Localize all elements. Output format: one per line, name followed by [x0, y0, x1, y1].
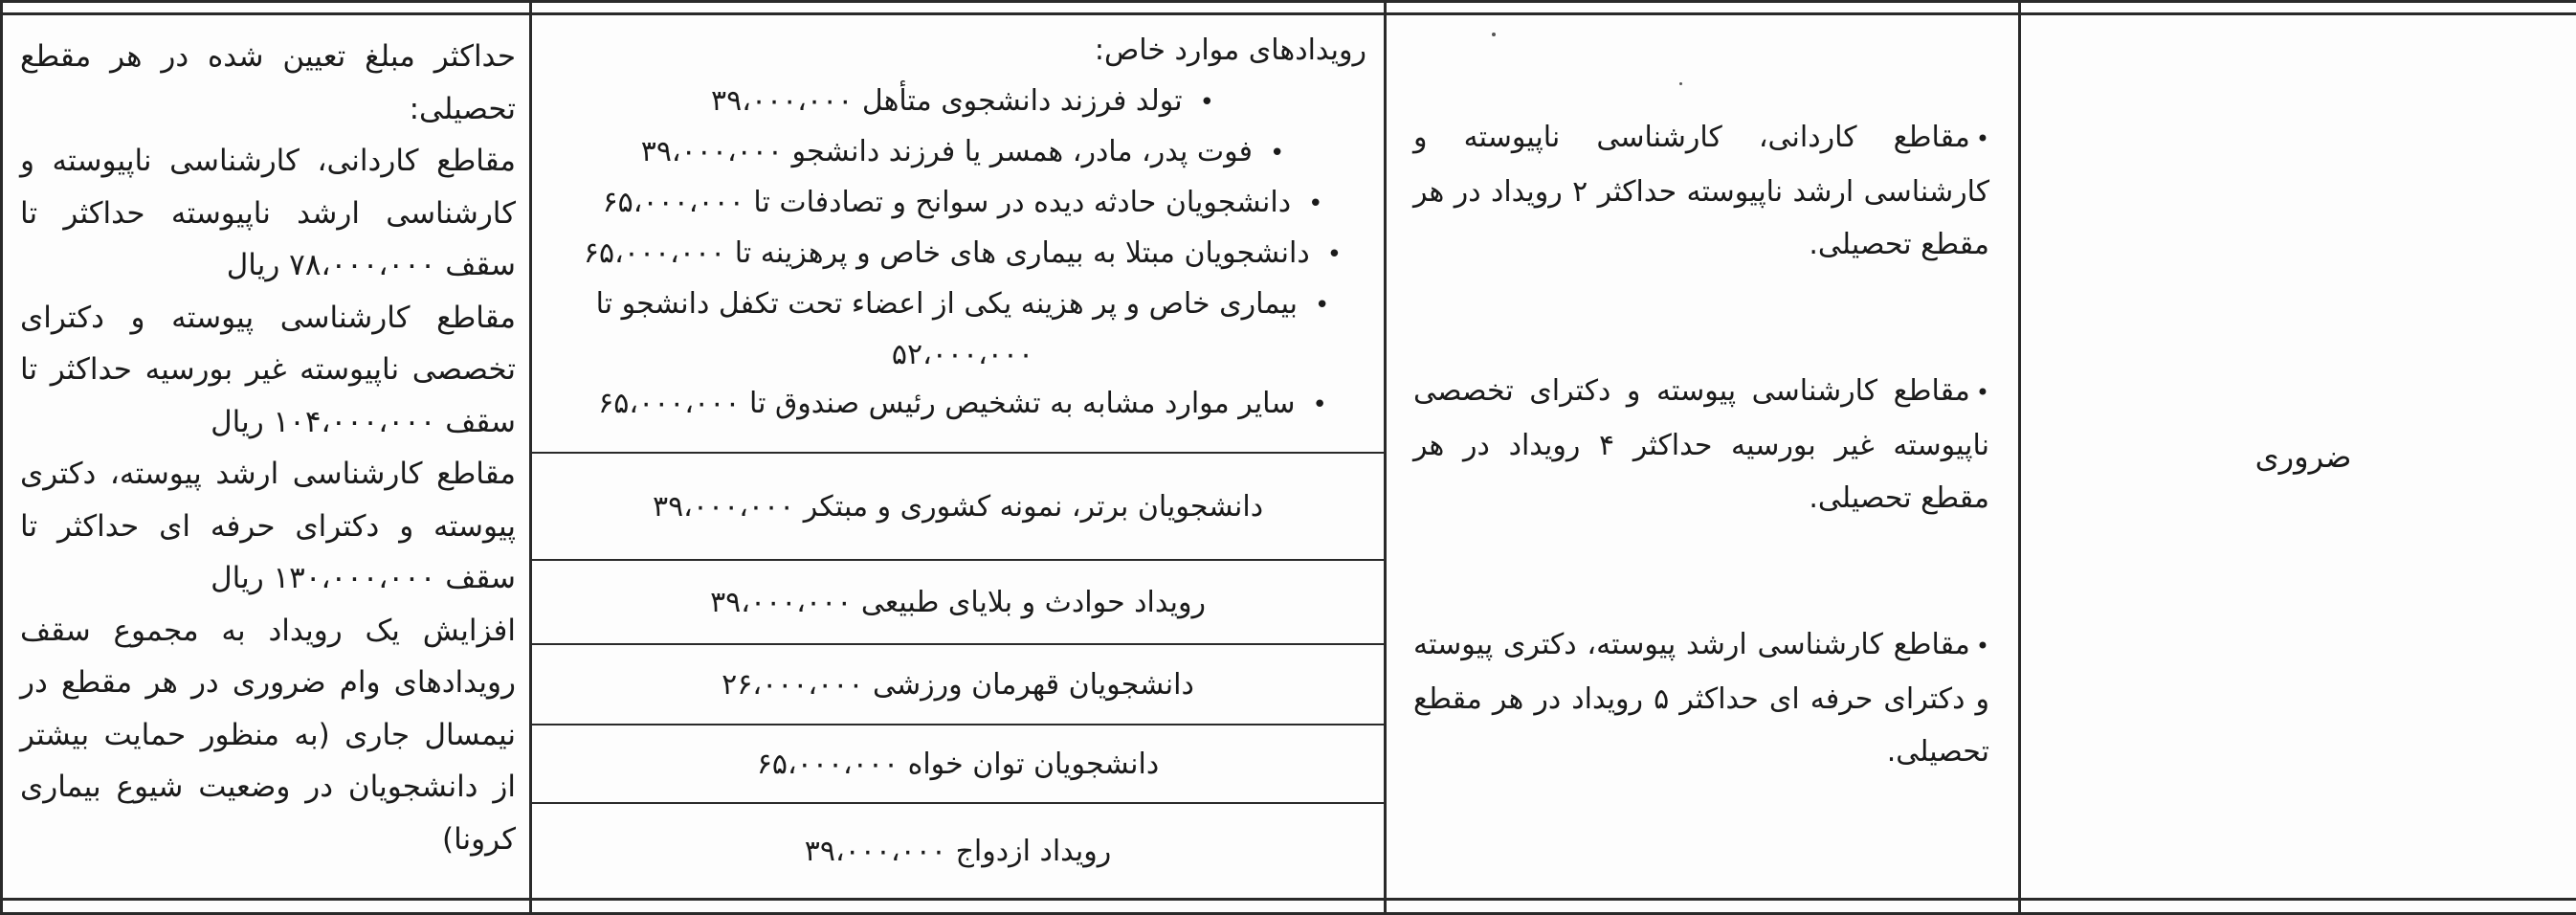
table-top-edge-row: [2, 2, 2576, 14]
bottom-edge-cell: [2020, 900, 2576, 914]
event-row: دانشجویان برتر، نمونه کشوری و مبتکر ۳۹،۰۰۰،۰۰۰: [532, 454, 1384, 561]
events-cell: [531, 14, 1386, 900]
bullet-icon: •: [1312, 391, 1327, 419]
special-events-list: [559, 77, 1366, 430]
limits-text: [1387, 15, 2018, 898]
limit-item: [1413, 111, 1989, 271]
special-events-title: رویدادهای موارد خاص:: [1094, 33, 1366, 67]
top-edge-cell: [531, 2, 1386, 14]
ceiling-heading: حداکثر مبلغ تعیین شده در هر مقطع تحصیلی:: [20, 39, 516, 126]
list-item: [559, 127, 1366, 178]
table-row: [2, 14, 2576, 900]
event-row: رویداد حوادث و بلایای طبیعی ۳۹،۰۰۰،۰۰۰: [532, 561, 1384, 645]
bullet-icon: •: [1975, 633, 1989, 659]
event-row: رویداد ازدواج ۳۹،۰۰۰،۰۰۰: [804, 834, 1112, 868]
list-item: [559, 279, 1366, 379]
ceiling-paragraph: مقاطع کاردانی، کارشناسی ناپیوسته و کارشناسی ارشد ناپیوسته حداکثر تا سقف ۷۸،۰۰۰،۰۰۰ ریال: [20, 144, 516, 282]
type-cell: [2020, 14, 2576, 900]
list-item-amount: ۵۲،۰۰۰،۰۰۰: [891, 338, 1034, 371]
bullet-icon: •: [1308, 190, 1323, 218]
ceiling-cell: [2, 14, 531, 900]
ceiling-paragraph: مقاطع کارشناسی پیوسته و دکترای تخصصی ناپیوسته غیر بورسیه حداکثر تا سقف ۱۰۴،۰۰۰،۰۰۰ ریال: [20, 300, 516, 439]
bullet-icon: •: [1315, 291, 1330, 320]
list-item-text: سایر موارد مشابه به تشخیص رئیس صندوق تا ۶۵،۰۰۰،۰۰۰: [598, 387, 1296, 420]
bullet-icon: •: [1975, 125, 1989, 152]
top-edge-cell: [2020, 2, 2576, 14]
list-item: [559, 379, 1366, 430]
top-edge-cell: [2, 2, 531, 14]
limit-item: [1413, 618, 1989, 778]
scan-speck: [1492, 33, 1496, 36]
bullet-icon: •: [1199, 88, 1214, 117]
event-row: دانشجویان توان خواه ۶۵،۰۰۰،۰۰۰: [532, 725, 1384, 804]
list-item: [559, 229, 1366, 279]
list-item-text: بیماری خاص و پر هزینه یکی از اعضاء تحت تکفل دانشجو تا: [595, 287, 1298, 321]
list-item-text: دانشجویان مبتلا به بیماری های خاص و پرهزینه تا ۶۵،۰۰۰،۰۰۰: [583, 236, 1310, 270]
bullet-icon: •: [1975, 379, 1989, 406]
scan-speck: [1679, 82, 1682, 85]
bullet-icon: •: [1326, 240, 1343, 269]
limit-item: [1413, 365, 1989, 524]
loan-type-label: ضروری: [2254, 438, 2352, 475]
ceiling-paragraph: افزایش یک رویداد به مجموع سقف رویدادهای وام ضروری در هر مقطع در نیمسال جاری (به منظور حمایت بیشتر از دانشجویان در وضعیت شیوع بیماری کرونا): [20, 613, 516, 857]
list-item: [559, 77, 1366, 127]
ceiling-text: [3, 15, 529, 865]
bullet-icon: •: [1269, 139, 1285, 167]
bottom-edge-cell: [1386, 900, 2020, 914]
event-row: دانشجویان قهرمان ورزشی ۲۶،۰۰۰،۰۰۰: [532, 645, 1384, 725]
list-item-text: دانشجویان حادثه دیده در سوانح و تصادفات تا ۶۵،۰۰۰،۰۰۰: [602, 186, 1292, 219]
top-edge-cell: [1386, 2, 2020, 14]
limit-item-text: مقاطع کاردانی، کارشناسی ناپیوسته و کارشناسی ارشد ناپیوسته حداکثر ۲ رویداد در هر مقطع تحصیلی.: [1413, 121, 1989, 261]
events-stack: [532, 15, 1384, 898]
bottom-edge-cell: [2, 900, 531, 914]
special-events-block: [532, 15, 1384, 454]
limit-item-text: مقاطع کارشناسی پیوسته و دکترای تخصصی ناپیوسته غیر بورسیه حداکثر ۴ رویداد در هر مقطع تحصیلی.: [1413, 374, 1989, 515]
limit-item-text: مقاطع کارشناسی ارشد پیوسته، دکتری پیوسته و دکترای حرفه ای حداکثر ۵ رویداد در هر مقطع تحصیلی.: [1413, 628, 1990, 769]
list-item-text: فوت پدر، مادر، همسر یا فرزند دانشجو ۳۹،۰۰۰،۰۰۰: [640, 135, 1253, 168]
limits-cell: [1386, 14, 2020, 900]
list-item: [559, 178, 1366, 229]
bottom-edge-cell: [531, 900, 1386, 914]
ceiling-paragraph: مقاطع کارشناسی ارشد پیوسته، دکتری پیوسته و دکترای حرفه ای حداکثر تا سقف ۱۳۰،۰۰۰،۰۰۰ ریال: [20, 457, 516, 595]
list-item-text: تولد فرزند دانشجوی متأهل ۳۹،۰۰۰،۰۰۰: [711, 84, 1183, 118]
table-bottom-edge-row: [2, 900, 2576, 914]
